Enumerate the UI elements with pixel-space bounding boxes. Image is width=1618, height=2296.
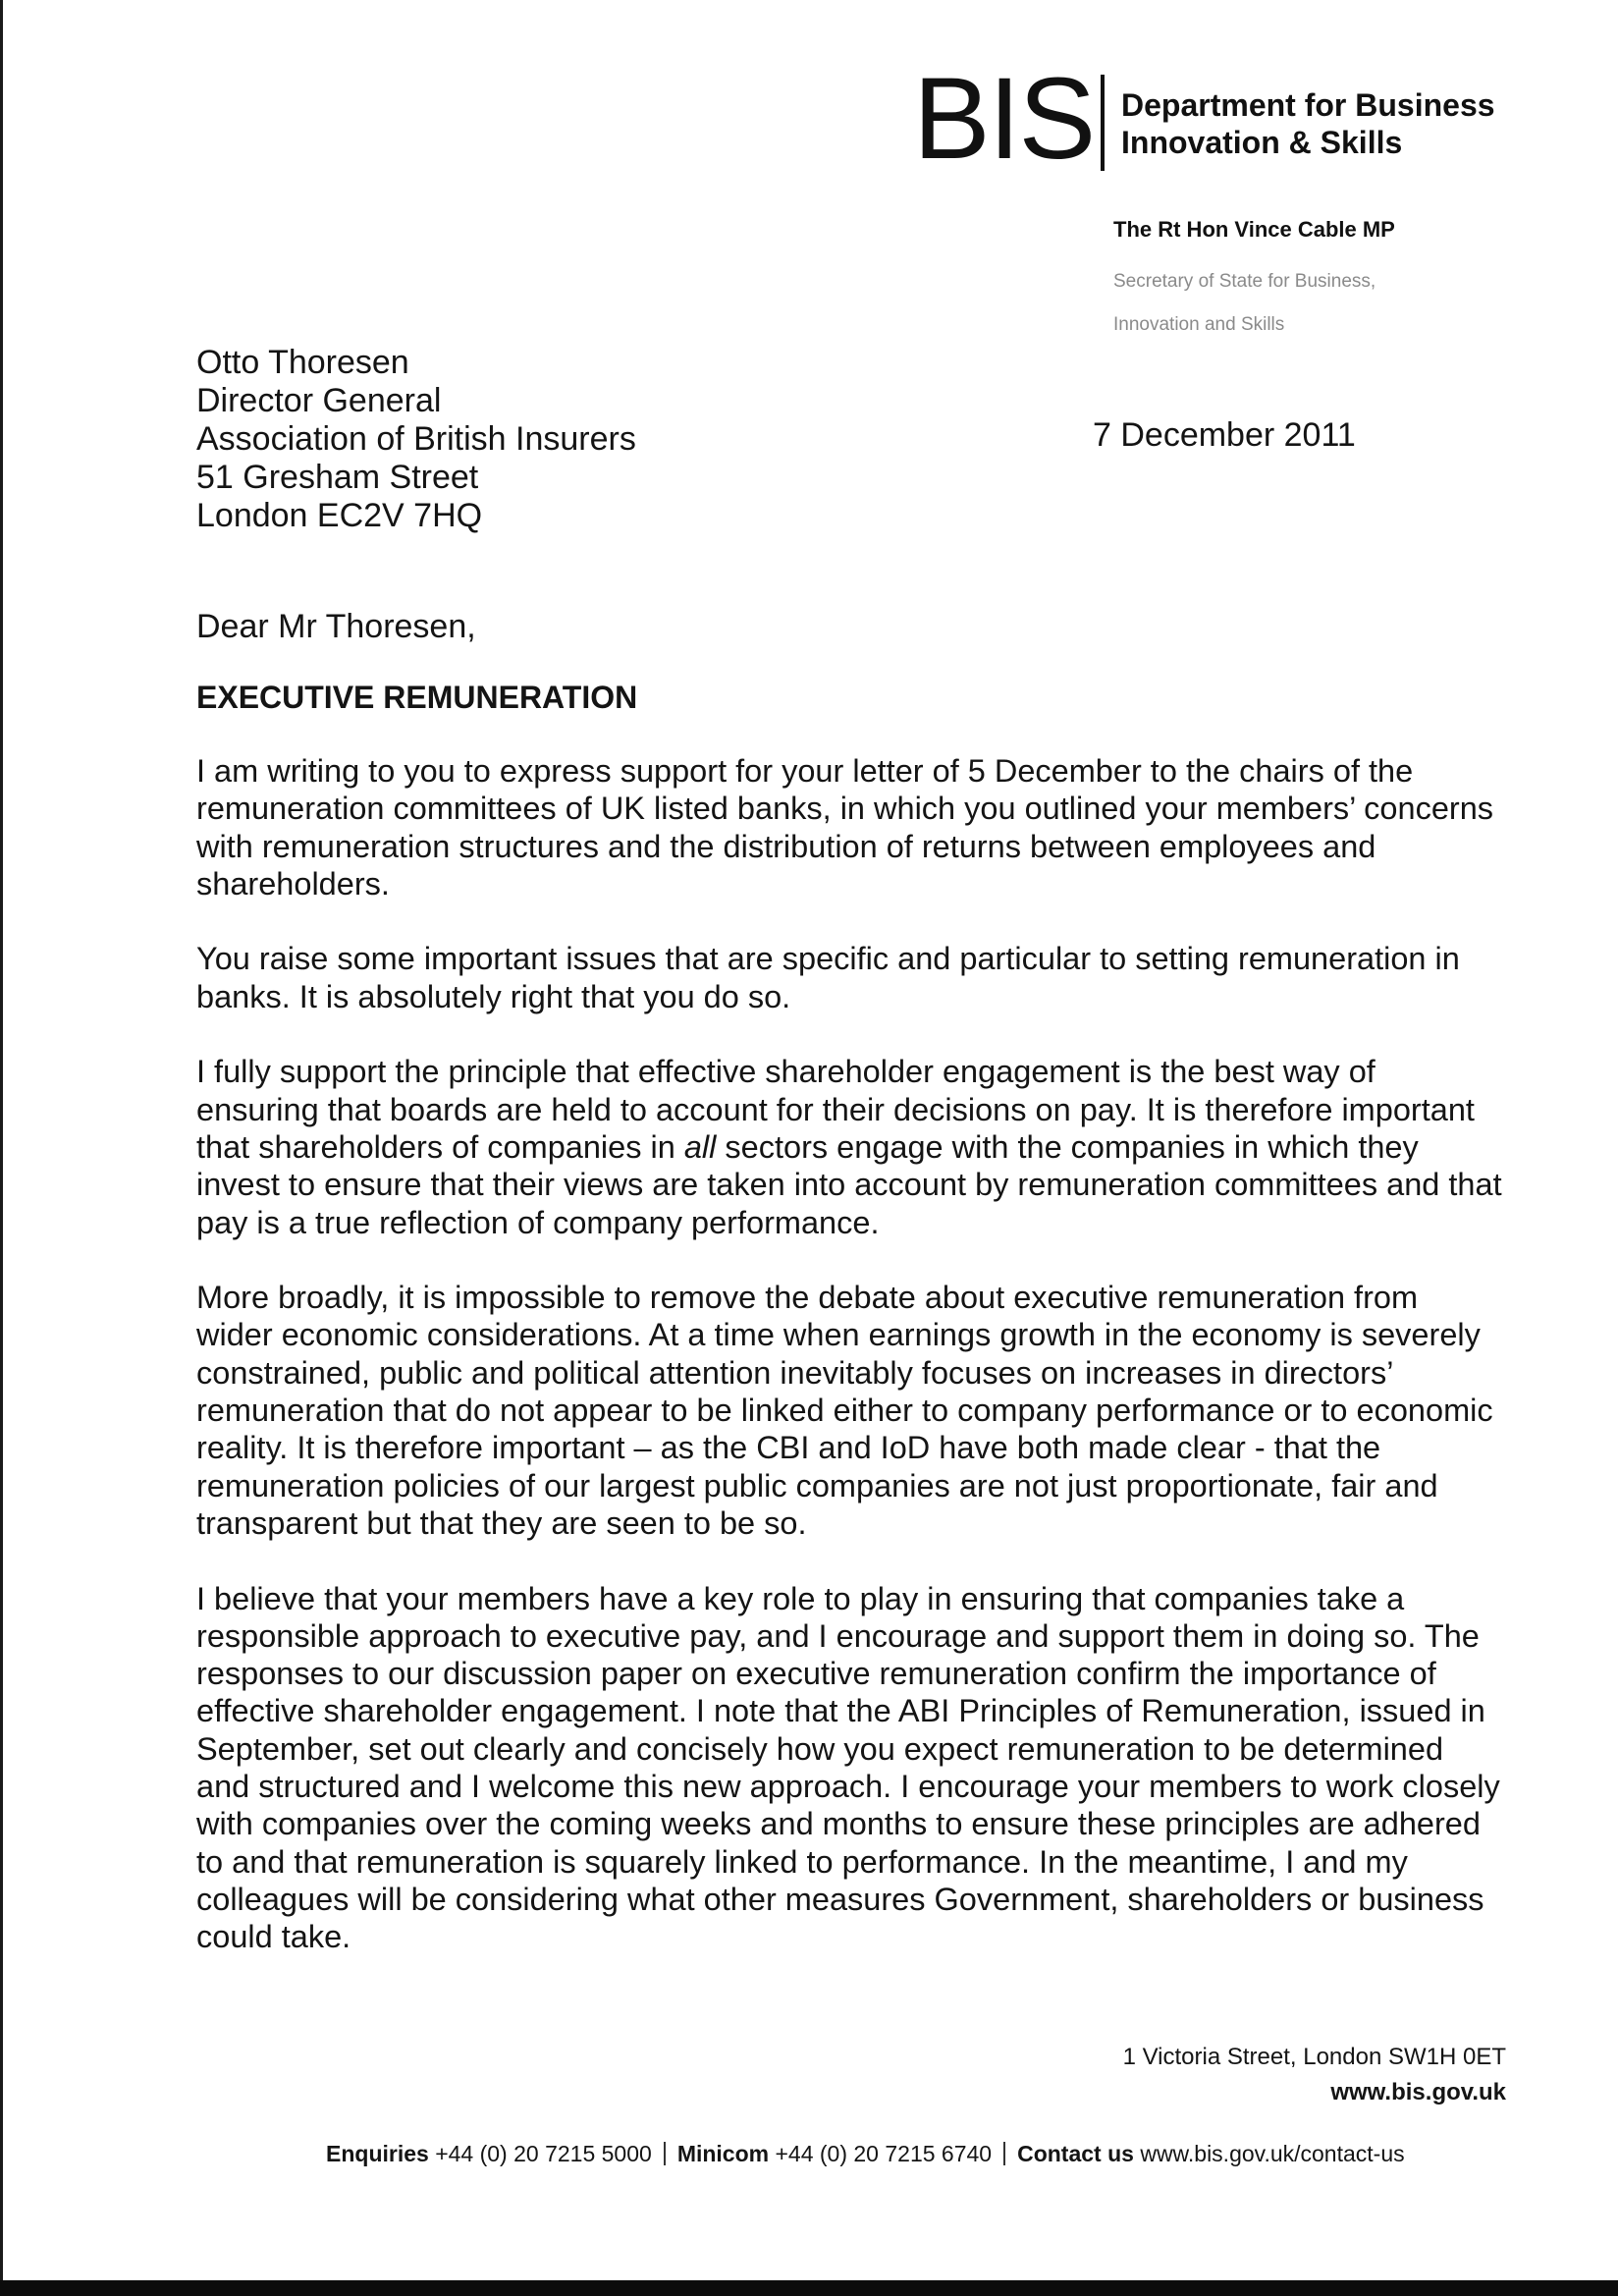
- department-line-2: Innovation & Skills: [1121, 125, 1403, 160]
- minister-name: The Rt Hon Vince Cable MP: [1113, 217, 1395, 242]
- paragraph-3-before: I fully support the principle that effective shareholder engagement is the best way of ensuring that boards are held to account for their decisions on pay. It is therefore important that shareholders of companies in: [196, 1054, 1475, 1165]
- department-name: [1121, 86, 1495, 161]
- minicom-label: Minicom: [676, 2141, 770, 2166]
- department-line-1: Department for Business: [1121, 87, 1495, 123]
- letter-date: 7 December 2011: [1093, 416, 1356, 454]
- contact-value: www.bis.gov.uk/contact-us: [1140, 2141, 1405, 2166]
- salutation: Dear Mr Thoresen,: [196, 608, 476, 645]
- footer-website: www.bis.gov.uk: [1330, 2079, 1506, 2105]
- paragraph-1: I am writing to you to express support for your letter of 5 December to the chairs of the remuneration committees of UK listed banks, in which you outlined your members’ concerns with remuneration structures and the distribution of returns between employees and shareholders.: [196, 753, 1494, 902]
- footer-address: 1 Victoria Street, London SW1H 0ET: [1122, 2044, 1506, 2070]
- footer-contact-line: [326, 2141, 1405, 2167]
- enquiries-label: Enquiries: [326, 2141, 429, 2166]
- recipient-name: Otto Thoresen: [196, 344, 409, 381]
- scan-border-bottom: [0, 2280, 1618, 2296]
- minister-title: [1113, 260, 1375, 347]
- footer-separator: [664, 2142, 666, 2165]
- minicom-value: +44 (0) 20 7215 6740: [775, 2141, 993, 2166]
- minister-title-line-1: Secretary of State for Business,: [1113, 271, 1376, 292]
- bis-logo: BIS: [913, 54, 1095, 184]
- logo-divider: [1101, 75, 1105, 171]
- paragraph-3-after: sectors engage with the companies in which they invest to ensure that their views are taken into account by remuneration committees and that pay is a true reflection of company performance.: [196, 1128, 1502, 1240]
- recipient-address: [196, 344, 636, 535]
- paragraph-4: More broadly, it is impossible to remove the debate about executive remuneration from wider economic considerations. At a time when earnings growth in the economy is severely constrained, public and political attention inevitably focuses on increases in directors’ remuneration that do not appear to be linked either to company performance or to economic reality. It is therefore important – as the CBI and IoD have both made clear - that the remuneration policies of our largest public companies are not just proportionate, fair and transparent but that they are seen to be so.: [196, 1280, 1493, 1541]
- paragraph-5: I believe that your members have a key role to play in ensuring that companies take a responsible approach to executive pay, and I encourage and support them in doing so. The responses to our discussion paper on executive remuneration confirm the importance of effective shareholder engagement. I note that the ABI Principles of Remuneration, issued in September, set out clearly and concisely how you expect remuneration to be determined and structured and I welcome this new approach. I encourage your members to work closely with companies over the coming weeks and months to ensure these principles are adhered to and that remuneration is squarely linked to performance. In the meantime, I and my colleagues will be considering what other measures Government, shareholders or business could take.: [196, 1580, 1500, 1955]
- contact-label: Contact us: [1017, 2141, 1134, 2166]
- paragraph-3: [196, 1053, 1502, 1240]
- scan-border-left: [0, 0, 3, 2296]
- recipient-city: London EC2V 7HQ: [196, 497, 483, 534]
- subject-heading: EXECUTIVE REMUNERATION: [196, 680, 638, 715]
- letter-body: [196, 752, 1502, 1994]
- minister-title-line-2: Innovation and Skills: [1113, 314, 1285, 335]
- paragraph-3-emphasis: all: [683, 1128, 717, 1165]
- paragraph-2: You raise some important issues that are specific and particular to setting remuneration in banks. It is absolutely right that you do so.: [196, 941, 1460, 1014]
- recipient-street: 51 Gresham Street: [196, 459, 479, 496]
- footer-separator: [1003, 2142, 1005, 2165]
- recipient-role: Director General: [196, 382, 442, 419]
- enquiries-value: +44 (0) 20 7215 5000: [435, 2141, 652, 2166]
- recipient-organisation: Association of British Insurers: [196, 420, 636, 458]
